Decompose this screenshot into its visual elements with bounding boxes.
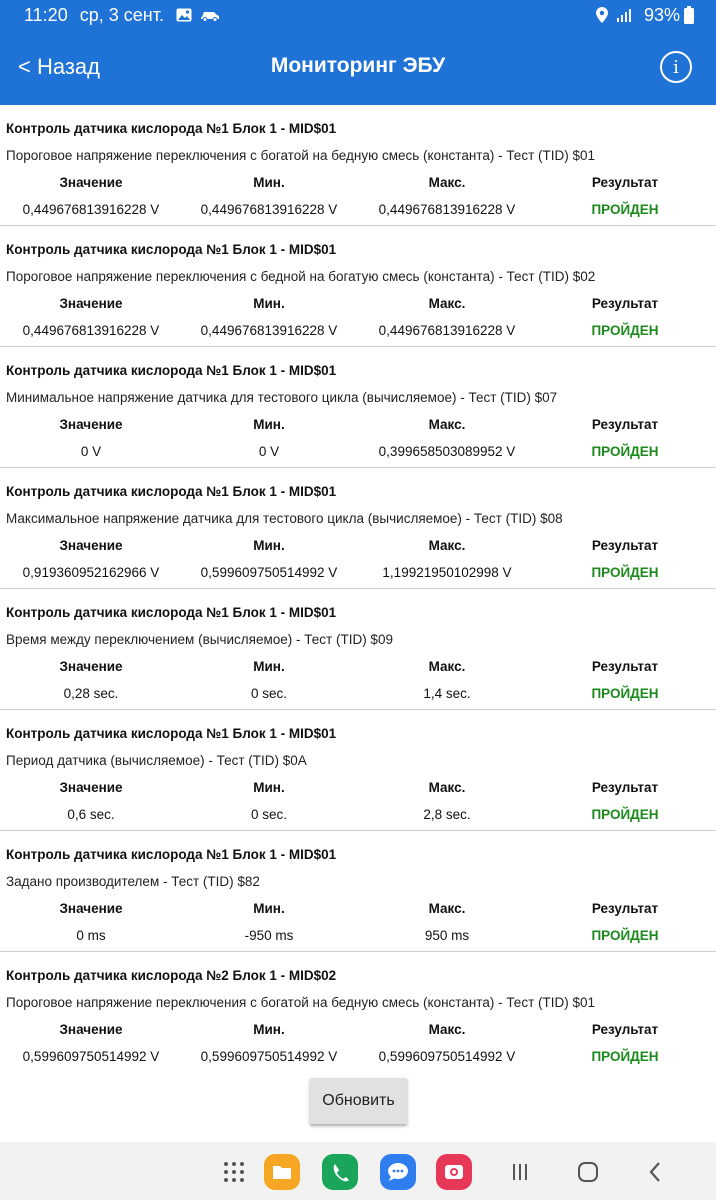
test-max: 1,19921950102998 V <box>382 565 512 580</box>
mid-title: Контроль датчика кислорода №1 Блок 1 - MID$01 <box>6 726 337 741</box>
test-result: ПРОЙДЕН <box>591 323 659 338</box>
test-description: Время между переключением (вычисляемое) - Тест (TID) $09 <box>6 632 393 647</box>
status-time: 11:20 <box>24 4 68 25</box>
value-header: Значение <box>59 659 123 674</box>
test-max: 0,599609750514992 V <box>378 1049 516 1064</box>
test-value: 0,919360952162966 V <box>22 565 160 580</box>
mid-title: Контроль датчика кислорода №1 Блок 1 - MID$01 <box>6 121 337 136</box>
test-result: ПРОЙДЕН <box>591 444 659 459</box>
result-header: Результат <box>591 538 659 553</box>
test-description: Пороговое напряжение переключения с бедной на богатую смесь (константа) - Тест (TID) $02 <box>6 269 596 284</box>
navigation-bar <box>0 1142 716 1200</box>
test-value: 0,28 sec. <box>63 686 119 701</box>
test-result: ПРОЙДЕН <box>591 686 659 701</box>
result-header: Результат <box>591 901 659 916</box>
battery-percent: 93% <box>643 4 680 25</box>
min-header: Мин. <box>253 417 285 432</box>
phone-icon[interactable] <box>322 1154 358 1190</box>
max-header: Макс. <box>428 417 466 432</box>
test-min: 0 sec. <box>250 807 288 822</box>
test-results-list[interactable] <box>0 105 716 1073</box>
max-header: Макс. <box>428 901 466 916</box>
test-max: 0,399658503089952 V <box>378 444 516 459</box>
test-min: 0,599609750514992 V <box>200 1049 338 1064</box>
test-value: 0,449676813916228 V <box>22 202 160 217</box>
test-description: Пороговое напряжение переключения с богатой на бедную смесь (константа) - Тест (TID) $01 <box>6 148 596 163</box>
test-value: 0,6 sec. <box>67 807 115 822</box>
test-description: Период датчика (вычисляемое) - Тест (TID) $0A <box>6 753 307 768</box>
result-header: Результат <box>591 1022 659 1037</box>
back-icon[interactable] <box>637 1154 673 1190</box>
test-result: ПРОЙДЕН <box>591 1049 659 1064</box>
test-min: 0 sec. <box>250 686 288 701</box>
info-button[interactable] <box>660 51 692 83</box>
test-description: Задано производителем - Тест (TID) $82 <box>6 874 260 889</box>
test-max: 2,8 sec. <box>423 807 471 822</box>
test-result: ПРОЙДЕН <box>591 807 659 822</box>
gallery-notification-icon <box>176 8 192 22</box>
test-max: 1,4 sec. <box>423 686 471 701</box>
value-header: Значение <box>59 780 123 795</box>
min-header: Мин. <box>253 296 285 311</box>
result-header: Результат <box>591 659 659 674</box>
mid-title: Контроль датчика кислорода №1 Блок 1 - MID$01 <box>6 847 337 862</box>
max-header: Макс. <box>428 175 466 190</box>
recents-icon[interactable] <box>502 1154 538 1190</box>
mid-title: Контроль датчика кислорода №2 Блок 1 - MID$02 <box>6 968 337 983</box>
test-value: 0,599609750514992 V <box>22 1049 160 1064</box>
test-min: 0,599609750514992 V <box>200 565 338 580</box>
test-value: 0 V <box>80 444 102 459</box>
list-item <box>0 589 716 710</box>
max-header: Макс. <box>428 659 466 674</box>
test-min: 0 V <box>258 444 280 459</box>
result-header: Результат <box>591 296 659 311</box>
max-header: Макс. <box>428 780 466 795</box>
test-description: Пороговое напряжение переключения с богатой на бедную смесь (константа) - Тест (TID) $01 <box>6 995 596 1010</box>
battery-icon <box>684 6 694 24</box>
test-result: ПРОЙДЕН <box>591 928 659 943</box>
list-item <box>0 952 716 1073</box>
test-max: 950 ms <box>424 928 470 943</box>
value-header: Значение <box>59 417 123 432</box>
status-date: ср, 3 сент. <box>79 4 164 25</box>
mid-title: Контроль датчика кислорода №1 Блок 1 - MID$01 <box>6 363 337 378</box>
max-header: Макс. <box>428 1022 466 1037</box>
page-title: Мониторинг ЭБУ <box>270 54 446 77</box>
list-item <box>0 347 716 468</box>
min-header: Мин. <box>253 659 285 674</box>
test-max: 0,449676813916228 V <box>378 323 516 338</box>
value-header: Значение <box>59 1022 123 1037</box>
test-result: ПРОЙДЕН <box>591 202 659 217</box>
value-header: Значение <box>59 175 123 190</box>
app-bar <box>0 30 716 105</box>
location-icon <box>596 7 608 23</box>
mid-title: Контроль датчика кислорода №1 Блок 1 - MID$01 <box>6 605 337 620</box>
test-min: -950 ms <box>244 928 294 943</box>
value-header: Значение <box>59 538 123 553</box>
min-header: Мин. <box>253 1022 285 1037</box>
list-item <box>0 226 716 347</box>
test-description: Минимальное напряжение датчика для тестового цикла (вычисляемое) - Тест (TID) $07 <box>6 390 558 405</box>
min-header: Мин. <box>253 901 285 916</box>
test-result: ПРОЙДЕН <box>591 565 659 580</box>
result-header: Результат <box>591 175 659 190</box>
list-item <box>0 710 716 831</box>
home-icon[interactable] <box>570 1154 606 1190</box>
test-value: 0,449676813916228 V <box>22 323 160 338</box>
info-icon: i <box>673 56 679 78</box>
test-max: 0,449676813916228 V <box>378 202 516 217</box>
mid-title: Контроль датчика кислорода №1 Блок 1 - MID$01 <box>6 484 337 499</box>
value-header: Значение <box>59 901 123 916</box>
test-value: 0 ms <box>76 928 106 943</box>
screen-recorder-icon[interactable] <box>436 1154 472 1190</box>
apps-grid-icon[interactable] <box>216 1154 252 1190</box>
refresh-button[interactable]: Обновить <box>310 1078 407 1124</box>
result-header: Результат <box>591 417 659 432</box>
list-item <box>0 105 716 226</box>
list-item <box>0 468 716 589</box>
value-header: Значение <box>59 296 123 311</box>
test-description: Максимальное напряжение датчика для тестового цикла (вычисляемое) - Тест (TID) $08 <box>6 511 563 526</box>
back-button[interactable]: < Назад <box>18 54 100 79</box>
test-min: 0,449676813916228 V <box>200 202 338 217</box>
messages-icon[interactable] <box>380 1154 416 1190</box>
car-notification-icon <box>200 8 220 22</box>
mid-title: Контроль датчика кислорода №1 Блок 1 - MID$01 <box>6 242 337 257</box>
test-min: 0,449676813916228 V <box>200 323 338 338</box>
max-header: Макс. <box>428 538 466 553</box>
status-bar <box>0 0 716 30</box>
max-header: Макс. <box>428 296 466 311</box>
result-header: Результат <box>591 780 659 795</box>
list-item <box>0 831 716 952</box>
signal-icon <box>616 8 632 22</box>
min-header: Мин. <box>253 780 285 795</box>
my-files-icon[interactable] <box>264 1154 300 1190</box>
min-header: Мин. <box>253 175 285 190</box>
min-header: Мин. <box>253 538 285 553</box>
